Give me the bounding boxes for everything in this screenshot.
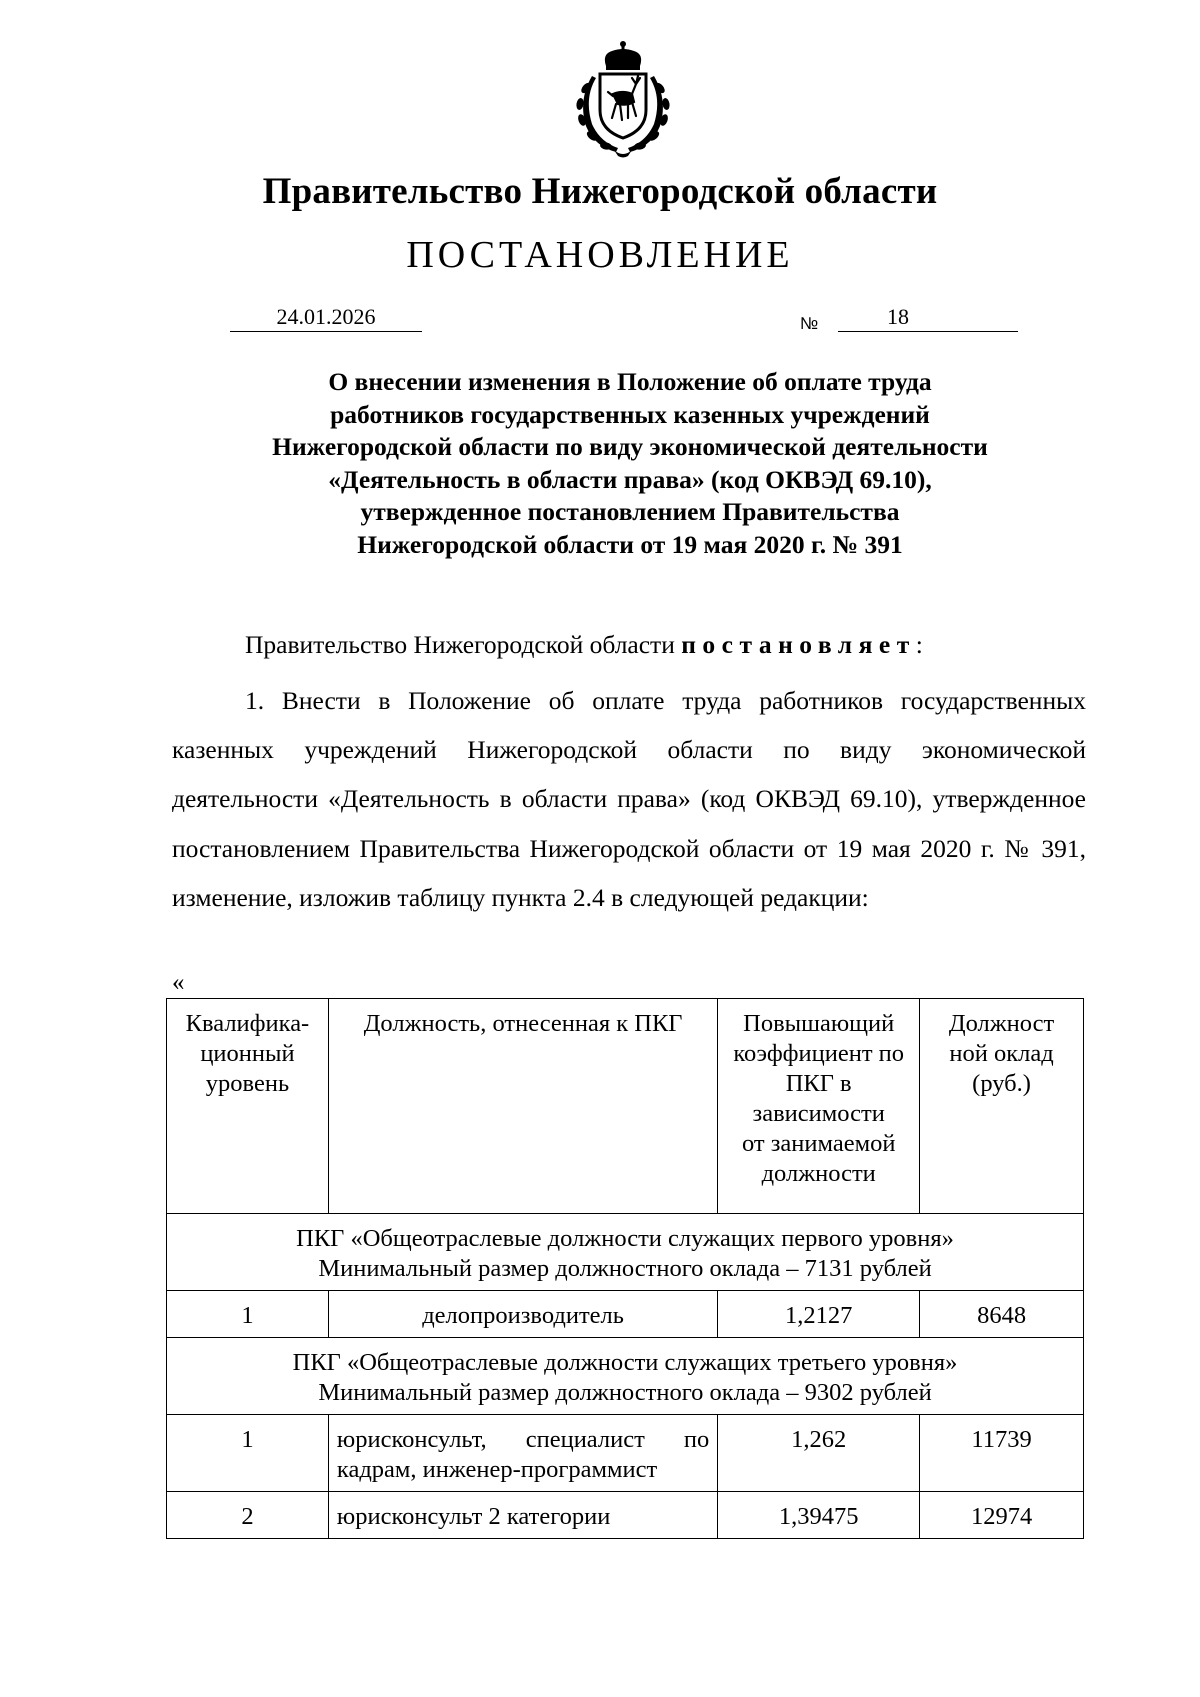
quote-open-mark: « — [172, 969, 185, 996]
cell-level: 1 — [167, 1291, 329, 1338]
cell-level: 1 — [167, 1415, 329, 1492]
cell-coefficient: 1,39475 — [718, 1492, 920, 1539]
header-level — [167, 999, 329, 1214]
preamble-suffix: : — [915, 630, 923, 659]
header-salary-text: Должност ной оклад (руб.) — [948, 1010, 1055, 1097]
subject-line: работников государственных казенных учреждений — [330, 399, 930, 429]
document-date: 24.01.2026 — [230, 304, 422, 332]
organization-title: Правительство Нижегородской области — [262, 171, 938, 212]
subject-line: утвержденное постановлением Правительства — [360, 497, 900, 526]
group-min-salary: Минимальный размер должностного оклада – 9302 рублей — [318, 1379, 932, 1406]
header-position — [328, 999, 717, 1214]
cell-coefficient: 1,262 — [718, 1415, 920, 1492]
header-coefficient — [718, 999, 920, 1214]
cell-coefficient: 1,2127 — [718, 1291, 920, 1338]
document-subject — [200, 366, 1060, 561]
cell-salary: 12974 — [920, 1492, 1084, 1539]
subject-line: «Деятельность в области права» (код ОКВЭД 69.10), — [328, 464, 932, 494]
salary-table — [166, 998, 1084, 1539]
group-title: ПКГ «Общеотраслевые должности служащих третьего уровня» — [292, 1349, 958, 1376]
number-label: № — [800, 314, 819, 333]
group-min-salary: Минимальный размер должностного оклада – 7131 рублей — [318, 1255, 932, 1282]
group-header-row — [167, 1214, 1084, 1291]
deer-icon — [608, 76, 640, 120]
header-coefficient-text: Повышающий коэффициент по ПКГ в зависимости от занимаемой должности — [733, 1010, 905, 1187]
preamble-emphasis: постановляет — [681, 630, 916, 659]
table-row — [167, 1415, 1084, 1492]
header-position-text: Должность, отнесенная к ПКГ — [363, 1010, 683, 1037]
cell-position-line: кадрам, инженер-программист — [336, 1456, 658, 1483]
cell-position: делопроизводитель — [328, 1291, 717, 1338]
cell-position-line: юрисконсульт, специалист по — [336, 1426, 710, 1453]
table-header-row — [167, 999, 1084, 1214]
cell-salary: 11739 — [920, 1415, 1084, 1492]
header-salary — [920, 999, 1084, 1214]
crown-icon — [605, 41, 641, 70]
header-level-text: Квалифика- ционный уровень — [185, 1010, 310, 1097]
document-number-field — [838, 304, 1018, 332]
subject-line: О внесении изменения в Положение об оплате труда — [328, 367, 932, 396]
cell-salary: 8648 — [920, 1291, 1084, 1338]
oak-wreath-icon — [576, 76, 671, 158]
document-type: ПОСТАНОВЛЕНИЕ — [406, 234, 794, 276]
preamble-text: Правительство Нижегородской области — [245, 630, 682, 659]
cell-level: 2 — [167, 1492, 329, 1539]
body-paragraph: 1. Внести в Положение об оплате труда работников государственных казенных учреждений Нижегородской области по виду экономической деятельности «Деятельность в области права» (код ОКВЭД 69.10), утвержденное постановлением Правительства Нижегородской области от 19 мая 2020 г. № 391, изменение, изложив таблицу пункта 2.4 в следующей редакции: — [172, 686, 1086, 912]
table-row — [167, 1291, 1084, 1338]
cell-position — [328, 1415, 717, 1492]
subject-line: Нижегородской области от 19 мая 2020 г. № 391 — [357, 529, 903, 559]
table-row — [167, 1492, 1084, 1539]
group-title: ПКГ «Общеотраслевые должности служащих первого уровня» — [296, 1225, 954, 1252]
document-number: 18 — [887, 304, 909, 329]
group-header-row — [167, 1338, 1084, 1415]
coat-of-arms-emblem — [566, 38, 680, 160]
cell-position: юрисконсульт 2 категории — [328, 1492, 717, 1539]
subject-line: Нижегородской области по виду экономической деятельности — [272, 432, 988, 461]
shield-icon — [600, 74, 646, 138]
preamble — [245, 628, 923, 662]
group-title-cell — [167, 1338, 1084, 1415]
group-title-cell — [167, 1214, 1084, 1291]
